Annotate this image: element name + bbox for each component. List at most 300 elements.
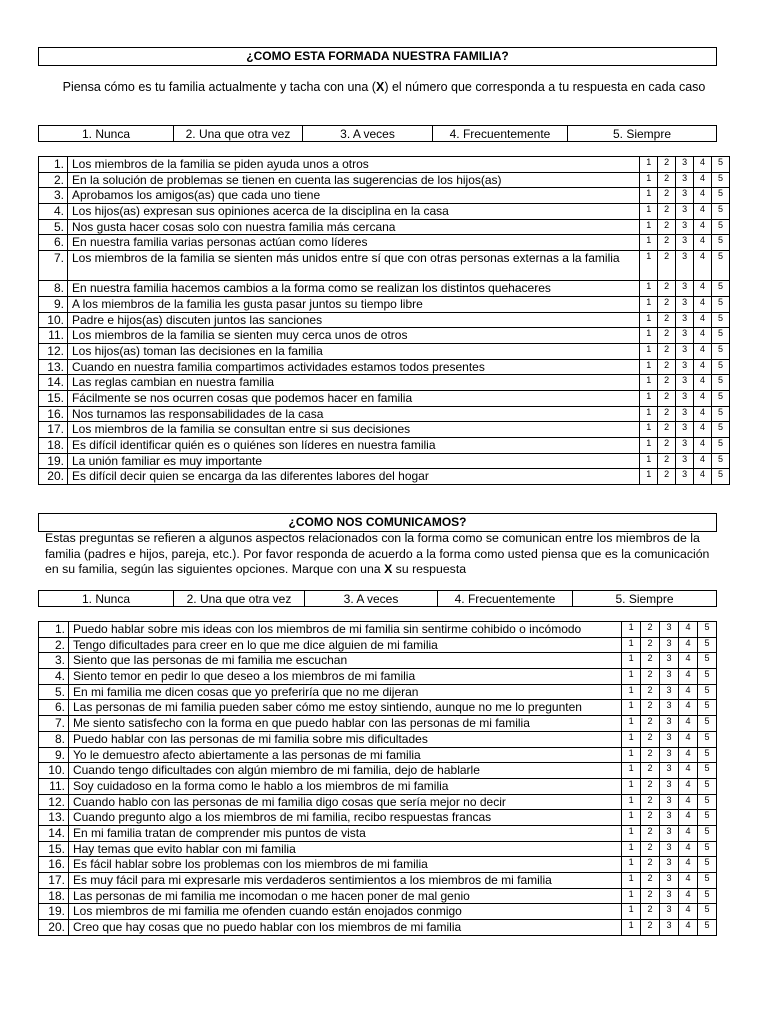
answer-option-3[interactable]: 3 (676, 422, 694, 438)
answer-option-5[interactable]: 5 (697, 684, 716, 700)
answer-option-3[interactable]: 3 (676, 406, 694, 422)
answer-option-2[interactable]: 2 (641, 716, 660, 732)
answer-option-1[interactable]: 1 (640, 375, 658, 391)
question-number: 14. (39, 375, 68, 391)
question-text: En nuestra familia varias personas actúan como líderes (67, 235, 639, 251)
answer-option-4[interactable]: 4 (679, 622, 698, 638)
section1-questions-table (38, 156, 730, 485)
answer-option-4[interactable]: 4 (694, 235, 712, 251)
answer-option-5[interactable]: 5 (697, 700, 716, 716)
answer-option-4[interactable]: 4 (679, 637, 698, 653)
question-text: Los hijos(as) expresan sus opiniones acerca de la disciplina en la casa (67, 204, 639, 220)
answer-option-3[interactable]: 3 (660, 873, 679, 889)
question-text: Tengo dificultades para creer en lo que me dice alguien de mi familia (68, 637, 621, 653)
answer-option-1[interactable]: 1 (622, 622, 641, 638)
question-text: En mi familia me dicen cosas que yo preferiría que no me dijeran (68, 684, 621, 700)
answer-option-1[interactable]: 1 (622, 810, 641, 826)
answer-option-3[interactable]: 3 (660, 731, 679, 747)
question-text: Los miembros de la familia se sienten muy cerca unos de otros (67, 328, 639, 344)
answer-option-4[interactable]: 4 (679, 716, 698, 732)
question-number: 16. (39, 406, 68, 422)
answer-option-2[interactable]: 2 (641, 747, 660, 763)
answer-option-1[interactable]: 1 (640, 188, 658, 204)
answer-option-1[interactable]: 1 (622, 731, 641, 747)
answer-option-3[interactable]: 3 (660, 810, 679, 826)
answer-option-4[interactable]: 4 (679, 857, 698, 873)
answer-option-3[interactable]: 3 (676, 469, 694, 485)
answer-option-1[interactable]: 1 (640, 204, 658, 220)
answer-option-1[interactable]: 1 (622, 669, 641, 685)
answer-option-1[interactable]: 1 (640, 453, 658, 469)
answer-option-3[interactable]: 3 (676, 188, 694, 204)
question-number: 7. (39, 716, 69, 732)
answer-option-1[interactable]: 1 (640, 219, 658, 235)
answer-option-3[interactable]: 3 (676, 375, 694, 391)
question-number: 20. (39, 920, 69, 936)
answer-option-3[interactable]: 3 (660, 747, 679, 763)
question-number: 7. (39, 251, 68, 281)
answer-option-3[interactable]: 3 (660, 825, 679, 841)
answer-option-5[interactable]: 5 (712, 328, 730, 344)
question-text: En nuestra familia hacemos cambios a la forma como se realizan los distintos quehaceres (67, 281, 639, 297)
question-number: 4. (39, 204, 68, 220)
answer-option-1[interactable]: 1 (622, 653, 641, 669)
section2-instruction: Estas preguntas se refieren a algunos aspectos relacionados con la forma como se comunican entre los miembros de la familia (padres e hijos, pareja, etc.). Por favor responda de acuerdo a la forma como usted piensa que es la comunicación en su familia, según las siguientes opciones. Marque con una X su respuesta (45, 531, 710, 576)
answer-option-5[interactable]: 5 (697, 841, 716, 857)
answer-option-5[interactable]: 5 (697, 763, 716, 779)
answer-option-3[interactable]: 3 (660, 778, 679, 794)
question-number: 8. (39, 731, 69, 747)
question-number: 11. (39, 778, 69, 794)
question-row (39, 684, 717, 700)
question-row (39, 873, 717, 889)
answer-option-2[interactable]: 2 (658, 188, 676, 204)
answer-option-5[interactable]: 5 (697, 794, 716, 810)
answer-option-2[interactable]: 2 (641, 637, 660, 653)
answer-option-3[interactable]: 3 (676, 281, 694, 297)
answer-option-3[interactable]: 3 (676, 438, 694, 454)
answer-option-1[interactable]: 1 (622, 700, 641, 716)
answer-option-2[interactable]: 2 (658, 359, 676, 375)
answer-option-1[interactable]: 1 (640, 296, 658, 312)
answer-option-4[interactable]: 4 (694, 204, 712, 220)
answer-option-5[interactable]: 5 (697, 637, 716, 653)
answer-option-4[interactable]: 4 (679, 825, 698, 841)
question-row (39, 157, 730, 173)
question-number: 19. (39, 904, 69, 920)
answer-option-1[interactable]: 1 (640, 422, 658, 438)
question-text: Me siento satisfecho con la forma en que puedo hablar con las personas de mi familia (68, 716, 621, 732)
answer-option-3[interactable]: 3 (660, 669, 679, 685)
answer-option-5[interactable]: 5 (697, 653, 716, 669)
answer-option-3[interactable]: 3 (676, 172, 694, 188)
question-row (39, 172, 730, 188)
answer-option-2[interactable]: 2 (641, 731, 660, 747)
answer-option-5[interactable]: 5 (712, 469, 730, 485)
question-text: Las personas de mi familia me incomodan o me hacen poner de mal genio (68, 888, 621, 904)
answer-option-4[interactable]: 4 (694, 188, 712, 204)
question-row (39, 438, 730, 454)
question-number: 19. (39, 453, 68, 469)
answer-option-3[interactable]: 3 (676, 312, 694, 328)
answer-option-1[interactable]: 1 (622, 794, 641, 810)
question-row (39, 328, 730, 344)
answer-option-3[interactable]: 3 (676, 390, 694, 406)
answer-option-3[interactable]: 3 (660, 857, 679, 873)
answer-option-3[interactable]: 3 (660, 700, 679, 716)
question-row (39, 204, 730, 220)
answer-option-3[interactable]: 3 (660, 716, 679, 732)
answer-option-4[interactable]: 4 (694, 328, 712, 344)
question-row (39, 920, 717, 936)
question-text: Las personas de mi familia pueden saber cómo me estoy sintiendo, aunque no me lo pregunten (68, 700, 621, 716)
answer-option-4[interactable]: 4 (679, 653, 698, 669)
answer-option-4[interactable]: 4 (679, 873, 698, 889)
answer-option-5[interactable]: 5 (697, 873, 716, 889)
answer-option-5[interactable]: 5 (712, 453, 730, 469)
answer-option-2[interactable]: 2 (641, 700, 660, 716)
answer-option-1[interactable]: 1 (640, 343, 658, 359)
question-row (39, 622, 717, 638)
question-number: 9. (39, 296, 68, 312)
question-number: 18. (39, 888, 69, 904)
answer-option-5[interactable]: 5 (697, 825, 716, 841)
answer-option-2[interactable]: 2 (658, 204, 676, 220)
answer-option-1[interactable]: 1 (640, 390, 658, 406)
answer-option-2[interactable]: 2 (658, 219, 676, 235)
answer-option-5[interactable]: 5 (697, 778, 716, 794)
answer-option-1[interactable]: 1 (622, 637, 641, 653)
answer-option-2[interactable]: 2 (658, 296, 676, 312)
answer-option-2[interactable]: 2 (658, 375, 676, 391)
answer-option-2[interactable]: 2 (641, 622, 660, 638)
answer-option-4[interactable]: 4 (679, 810, 698, 826)
answer-option-4[interactable]: 4 (679, 700, 698, 716)
answer-option-1[interactable]: 1 (622, 763, 641, 779)
question-text: Aprobamos los amigos(as) que cada uno tiene (67, 188, 639, 204)
answer-option-2[interactable]: 2 (641, 904, 660, 920)
answer-option-3[interactable]: 3 (660, 888, 679, 904)
answer-option-5[interactable]: 5 (712, 343, 730, 359)
answer-option-5[interactable]: 5 (697, 810, 716, 826)
question-text: Los miembros de la familia se consultan entre si sus decisiones (67, 422, 639, 438)
scale-option-5: 5. Siempre (573, 591, 717, 607)
answer-option-3[interactable]: 3 (676, 328, 694, 344)
answer-option-5[interactable]: 5 (712, 406, 730, 422)
answer-option-4[interactable]: 4 (694, 422, 712, 438)
answer-option-4[interactable]: 4 (694, 172, 712, 188)
answer-option-5[interactable]: 5 (712, 296, 730, 312)
question-number: 10. (39, 763, 69, 779)
question-text: Nos gusta hacer cosas solo con nuestra familia más cercana (67, 219, 639, 235)
answer-option-5[interactable]: 5 (712, 375, 730, 391)
answer-option-2[interactable]: 2 (641, 841, 660, 857)
question-number: 16. (39, 857, 69, 873)
question-text: Puedo hablar sobre mis ideas con los miembros de mi familia sin sentirme cohibido o incómodo (68, 622, 621, 638)
answer-option-3[interactable]: 3 (676, 296, 694, 312)
question-row (39, 422, 730, 438)
question-number: 5. (39, 684, 69, 700)
question-number: 11. (39, 328, 68, 344)
scale-option-3: 3. A veces (305, 591, 438, 607)
answer-option-2[interactable]: 2 (641, 669, 660, 685)
answer-option-1[interactable]: 1 (640, 251, 658, 281)
answer-option-5[interactable]: 5 (712, 172, 730, 188)
answer-option-5[interactable]: 5 (712, 359, 730, 375)
answer-option-4[interactable]: 4 (679, 669, 698, 685)
answer-option-5[interactable]: 5 (697, 857, 716, 873)
question-text: Cuando hablo con las personas de mi familia digo cosas que sería mejor no decir (68, 794, 621, 810)
answer-option-4[interactable]: 4 (694, 219, 712, 235)
answer-option-3[interactable]: 3 (660, 794, 679, 810)
answer-option-3[interactable]: 3 (676, 343, 694, 359)
answer-option-3[interactable]: 3 (676, 453, 694, 469)
answer-option-4[interactable]: 4 (679, 778, 698, 794)
answer-option-1[interactable]: 1 (640, 438, 658, 454)
section2-scale-legend (38, 590, 717, 607)
question-text: Cuando tengo dificultades con algún miembro de mi familia, dejo de hablarle (68, 763, 621, 779)
question-text: Cuando en nuestra familia compartimos actividades estamos todos presentes (67, 359, 639, 375)
answer-option-4[interactable]: 4 (694, 406, 712, 422)
answer-option-4[interactable]: 4 (694, 390, 712, 406)
question-text: Los miembros de la familia se sienten más unidos entre sí que con otras personas externas a la familia (67, 251, 639, 281)
answer-option-3[interactable]: 3 (676, 235, 694, 251)
answer-option-2[interactable]: 2 (658, 343, 676, 359)
question-number: 17. (39, 873, 69, 889)
answer-option-5[interactable]: 5 (697, 920, 716, 936)
answer-option-5[interactable]: 5 (697, 904, 716, 920)
question-row (39, 312, 730, 328)
question-number: 17. (39, 422, 68, 438)
question-text: Yo le demuestro afecto abiertamente a las personas de mi familia (68, 747, 621, 763)
answer-option-1[interactable]: 1 (622, 716, 641, 732)
scale-option-2: 2. Una que otra vez (174, 126, 303, 142)
answer-option-2[interactable]: 2 (658, 251, 676, 281)
question-row (39, 390, 730, 406)
answer-option-1[interactable]: 1 (640, 469, 658, 485)
question-number: 2. (39, 637, 69, 653)
answer-option-1[interactable]: 1 (622, 684, 641, 700)
answer-option-3[interactable]: 3 (660, 763, 679, 779)
answer-option-3[interactable]: 3 (660, 653, 679, 669)
question-row (39, 794, 717, 810)
question-row (39, 343, 730, 359)
answer-option-4[interactable]: 4 (679, 763, 698, 779)
answer-option-4[interactable]: 4 (694, 375, 712, 391)
question-number: 15. (39, 390, 68, 406)
question-row (39, 251, 730, 281)
answer-option-4[interactable]: 4 (694, 438, 712, 454)
scale-option-2: 2. Una que otra vez (174, 591, 305, 607)
scale-option-5: 5. Siempre (568, 126, 717, 142)
question-number: 9. (39, 747, 69, 763)
answer-option-2[interactable]: 2 (658, 438, 676, 454)
answer-option-1[interactable]: 1 (640, 406, 658, 422)
answer-option-5[interactable]: 5 (712, 390, 730, 406)
answer-option-3[interactable]: 3 (676, 204, 694, 220)
answer-option-4[interactable]: 4 (694, 296, 712, 312)
answer-option-4[interactable]: 4 (694, 469, 712, 485)
question-row (39, 857, 717, 873)
answer-option-5[interactable]: 5 (712, 438, 730, 454)
question-row (39, 406, 730, 422)
question-text: En mi familia tratan de comprender mis puntos de vista (68, 825, 621, 841)
answer-option-2[interactable]: 2 (658, 281, 676, 297)
question-row (39, 296, 730, 312)
answer-option-4[interactable]: 4 (679, 747, 698, 763)
answer-option-4[interactable]: 4 (694, 359, 712, 375)
answer-option-2[interactable]: 2 (641, 794, 660, 810)
question-row (39, 375, 730, 391)
question-text: Las reglas cambian en nuestra familia (67, 375, 639, 391)
answer-option-1[interactable]: 1 (640, 328, 658, 344)
question-text: Los hijos(as) toman las decisiones en la familia (67, 343, 639, 359)
answer-option-1[interactable]: 1 (640, 312, 658, 328)
answer-option-2[interactable]: 2 (658, 390, 676, 406)
question-text: A los miembros de la familia les gusta pasar juntos su tiempo libre (67, 296, 639, 312)
answer-option-1[interactable]: 1 (622, 920, 641, 936)
answer-option-3[interactable]: 3 (660, 684, 679, 700)
answer-option-5[interactable]: 5 (697, 888, 716, 904)
answer-option-2[interactable]: 2 (658, 406, 676, 422)
answer-option-3[interactable]: 3 (676, 251, 694, 281)
question-text: Los miembros de mi familia me ofenden cuando están enojados conmigo (68, 904, 621, 920)
answer-option-2[interactable]: 2 (658, 172, 676, 188)
question-row (39, 888, 717, 904)
question-text: Siento que las personas de mi familia me escuchan (68, 653, 621, 669)
answer-option-2[interactable]: 2 (641, 810, 660, 826)
answer-option-1[interactable]: 1 (622, 873, 641, 889)
answer-option-2[interactable]: 2 (641, 778, 660, 794)
answer-option-2[interactable]: 2 (641, 825, 660, 841)
answer-option-5[interactable]: 5 (697, 669, 716, 685)
answer-option-1[interactable]: 1 (640, 359, 658, 375)
answer-option-1[interactable]: 1 (640, 235, 658, 251)
answer-option-5[interactable]: 5 (712, 204, 730, 220)
answer-option-3[interactable]: 3 (676, 157, 694, 173)
answer-option-3[interactable]: 3 (676, 359, 694, 375)
answer-option-1[interactable]: 1 (622, 888, 641, 904)
answer-option-2[interactable]: 2 (641, 684, 660, 700)
answer-option-2[interactable]: 2 (658, 453, 676, 469)
question-text: Cuando pregunto algo a los miembros de mi familia, recibo respuestas francas (68, 810, 621, 826)
answer-option-4[interactable]: 4 (694, 453, 712, 469)
answer-option-5[interactable]: 5 (712, 188, 730, 204)
answer-option-3[interactable]: 3 (676, 219, 694, 235)
question-number: 14. (39, 825, 69, 841)
answer-option-4[interactable]: 4 (694, 251, 712, 281)
answer-option-5[interactable]: 5 (697, 622, 716, 638)
question-row (39, 731, 717, 747)
answer-option-4[interactable]: 4 (694, 343, 712, 359)
answer-option-4[interactable]: 4 (679, 904, 698, 920)
question-text: La unión familiar es muy importante (67, 453, 639, 469)
question-text: Fácilmente se nos ocurren cosas que podemos hacer en familia (67, 390, 639, 406)
answer-option-4[interactable]: 4 (694, 312, 712, 328)
answer-option-4[interactable]: 4 (679, 684, 698, 700)
answer-option-2[interactable]: 2 (658, 235, 676, 251)
question-number: 5. (39, 219, 68, 235)
question-row (39, 778, 717, 794)
question-number: 12. (39, 343, 68, 359)
answer-option-4[interactable]: 4 (679, 920, 698, 936)
answer-option-4[interactable]: 4 (679, 841, 698, 857)
answer-option-5[interactable]: 5 (712, 251, 730, 281)
question-number: 10. (39, 312, 68, 328)
answer-option-2[interactable]: 2 (658, 312, 676, 328)
answer-option-1[interactable]: 1 (622, 778, 641, 794)
answer-option-1[interactable]: 1 (622, 904, 641, 920)
question-text: Es fácil hablar sobre los problemas con los miembros de mi familia (68, 857, 621, 873)
answer-option-1[interactable]: 1 (640, 281, 658, 297)
answer-option-5[interactable]: 5 (712, 219, 730, 235)
answer-option-2[interactable]: 2 (658, 157, 676, 173)
answer-option-5[interactable]: 5 (697, 747, 716, 763)
answer-option-2[interactable]: 2 (641, 873, 660, 889)
answer-option-4[interactable]: 4 (694, 281, 712, 297)
question-row (39, 281, 730, 297)
answer-option-5[interactable]: 5 (712, 281, 730, 297)
question-text: Nos turnamos las responsabilidades de la casa (67, 406, 639, 422)
answer-option-1[interactable]: 1 (640, 157, 658, 173)
question-row (39, 716, 717, 732)
answer-option-5[interactable]: 5 (712, 157, 730, 173)
section1-scale-legend (38, 125, 717, 142)
answer-option-1[interactable]: 1 (622, 841, 641, 857)
answer-option-2[interactable]: 2 (641, 763, 660, 779)
answer-option-2[interactable]: 2 (641, 857, 660, 873)
question-row (39, 637, 717, 653)
scale-option-1: 1. Nunca (39, 591, 174, 607)
question-row (39, 653, 717, 669)
question-text: Soy cuidadoso en la forma como le hablo a los miembros de mi familia (68, 778, 621, 794)
answer-option-3[interactable]: 3 (660, 841, 679, 857)
question-number: 8. (39, 281, 68, 297)
answer-option-5[interactable]: 5 (712, 422, 730, 438)
answer-option-3[interactable]: 3 (660, 920, 679, 936)
answer-option-3[interactable]: 3 (660, 622, 679, 638)
answer-option-5[interactable]: 5 (712, 312, 730, 328)
scale-option-4: 4. Frecuentemente (433, 126, 568, 142)
section2-title: ¿COMO NOS COMUNICAMOS? (38, 513, 717, 532)
answer-option-4[interactable]: 4 (679, 888, 698, 904)
answer-option-2[interactable]: 2 (658, 422, 676, 438)
answer-option-4[interactable]: 4 (679, 731, 698, 747)
answer-option-1[interactable]: 1 (640, 172, 658, 188)
question-row (39, 219, 730, 235)
answer-option-1[interactable]: 1 (622, 825, 641, 841)
question-row (39, 825, 717, 841)
answer-option-5[interactable]: 5 (712, 235, 730, 251)
answer-option-2[interactable]: 2 (641, 920, 660, 936)
scale-option-4: 4. Frecuentemente (438, 591, 573, 607)
answer-option-3[interactable]: 3 (660, 904, 679, 920)
answer-option-1[interactable]: 1 (622, 747, 641, 763)
answer-option-2[interactable]: 2 (641, 653, 660, 669)
answer-option-5[interactable]: 5 (697, 716, 716, 732)
answer-option-1[interactable]: 1 (622, 857, 641, 873)
answer-option-5[interactable]: 5 (697, 731, 716, 747)
answer-option-4[interactable]: 4 (694, 157, 712, 173)
question-number: 15. (39, 841, 69, 857)
question-number: 2. (39, 172, 68, 188)
answer-option-3[interactable]: 3 (660, 637, 679, 653)
answer-option-2[interactable]: 2 (641, 888, 660, 904)
answer-option-2[interactable]: 2 (658, 328, 676, 344)
answer-option-2[interactable]: 2 (658, 469, 676, 485)
answer-option-4[interactable]: 4 (679, 794, 698, 810)
question-row (39, 453, 730, 469)
